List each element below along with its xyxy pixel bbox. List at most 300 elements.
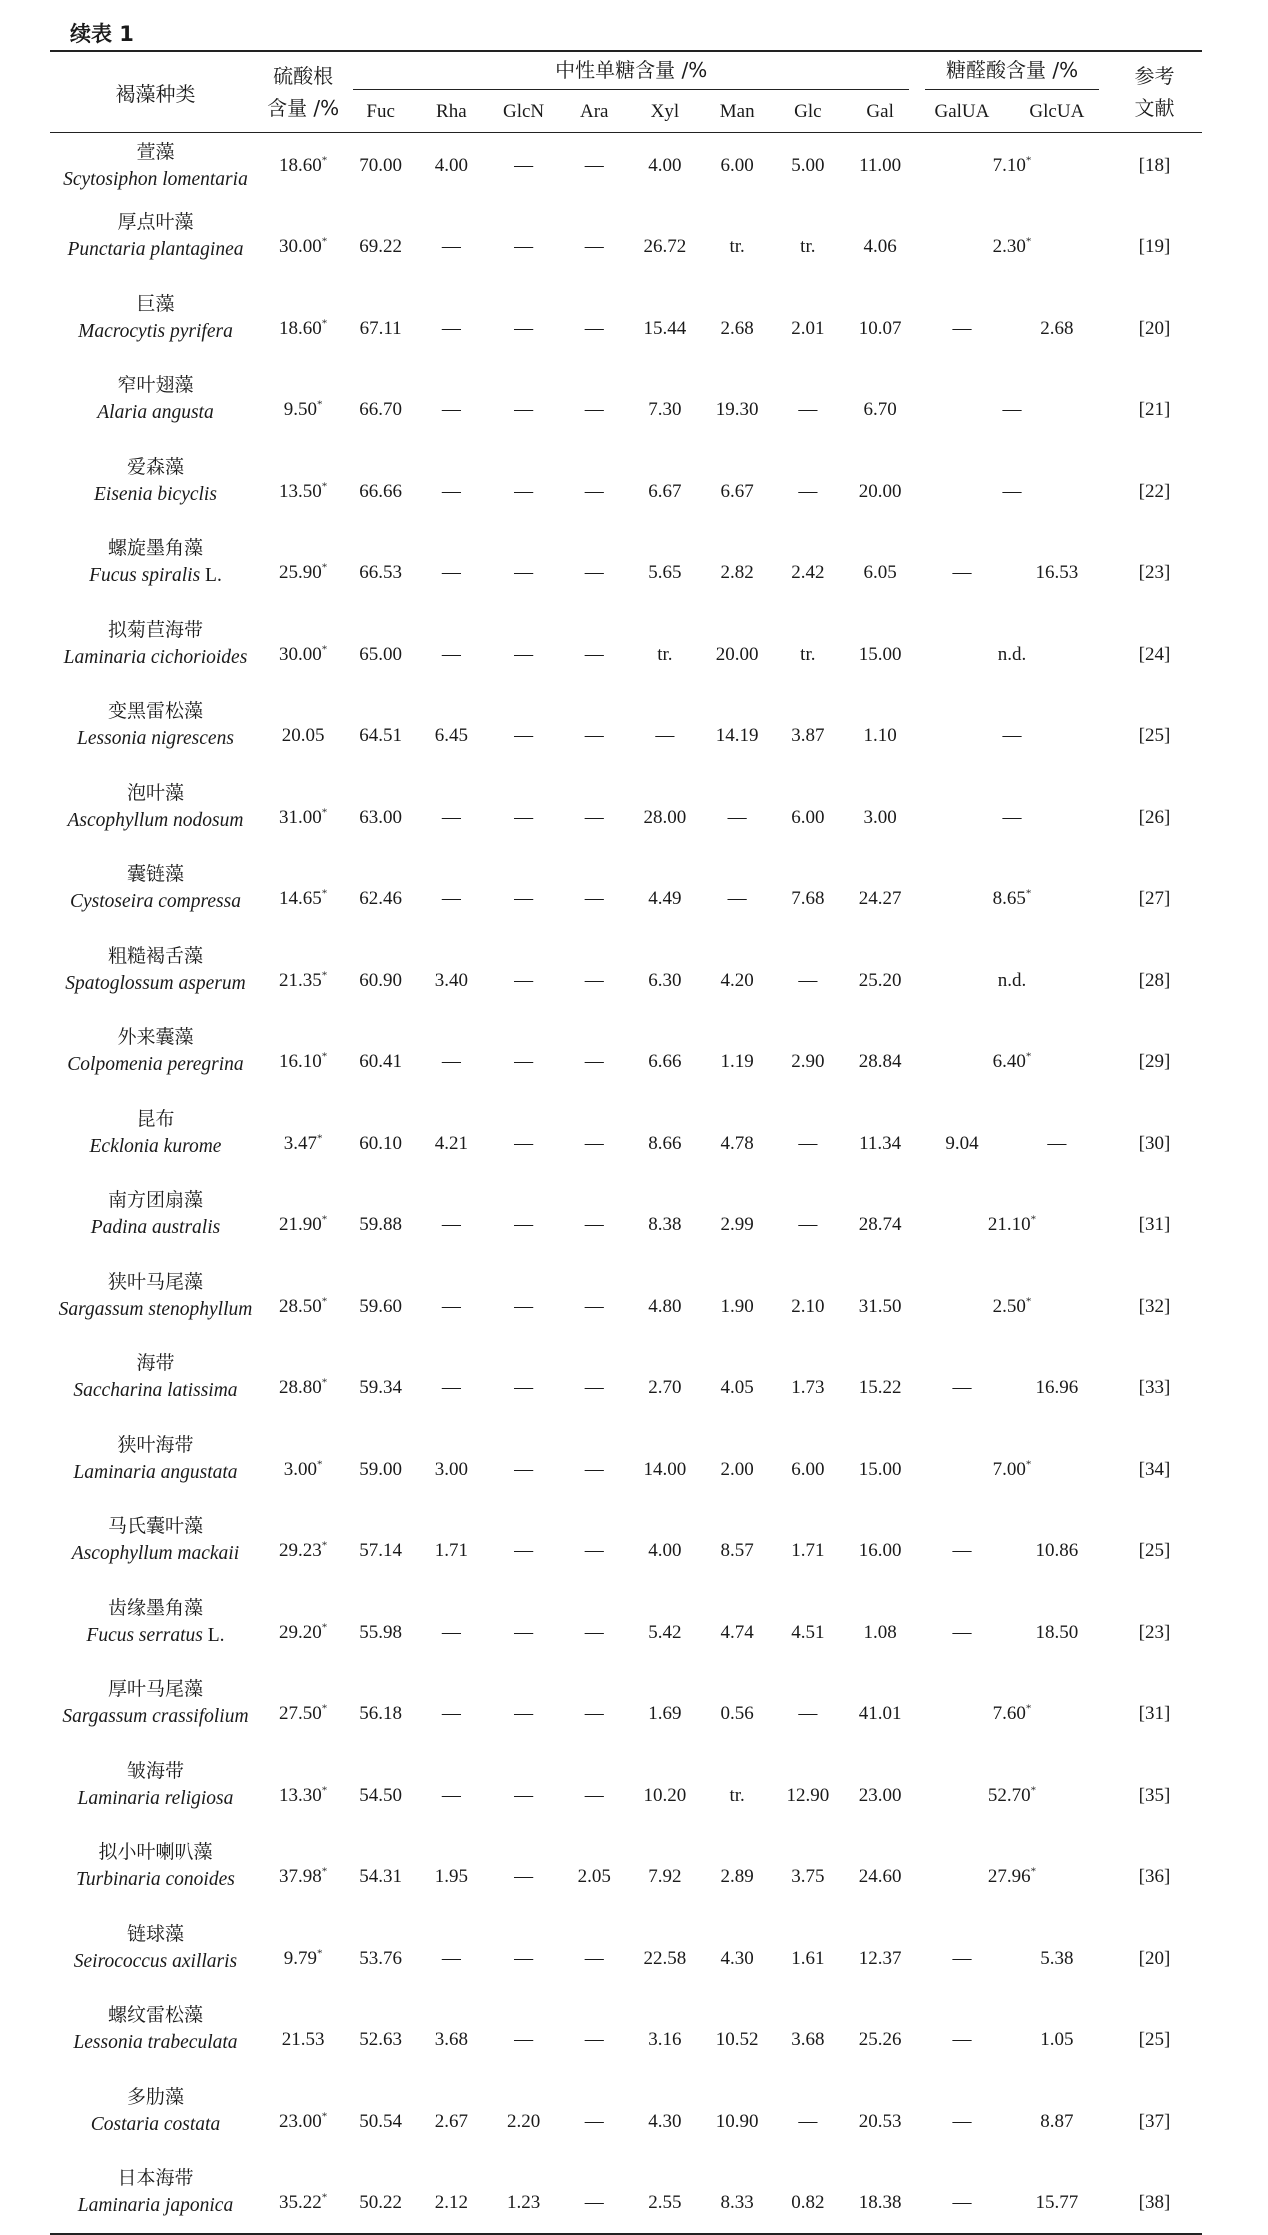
species-latin-name: Costaria costata <box>90 2113 221 2135</box>
footnote-mark: * <box>1025 1050 1032 1063</box>
rha-cell: — <box>441 1214 461 1236</box>
sulfate-cell: 29.23* <box>279 1539 328 1562</box>
table-row <box>50 522 1202 604</box>
table-row <box>50 1744 1202 1826</box>
uronic-acid-cell: 27.96* <box>987 1865 1037 1888</box>
footnote-mark: * <box>1030 1865 1037 1878</box>
gal-cell: 16.00 <box>858 1540 902 1562</box>
glcn-cell: — <box>514 236 534 258</box>
header-sulfate: 硫酸根 含量 /% <box>261 51 345 133</box>
sulfate-cell: 9.50* <box>283 398 323 421</box>
footnote-mark: * <box>321 480 328 493</box>
glcn-cell: — <box>514 1458 534 1480</box>
ara-cell: — <box>584 1621 604 1643</box>
species-cell <box>50 929 261 1011</box>
ara-cell: — <box>584 969 604 991</box>
glc-cell: 1.71 <box>791 1540 825 1562</box>
footnote-mark: * <box>1025 1295 1032 1308</box>
xyl-cell: 8.66 <box>648 1132 682 1154</box>
species-cell <box>50 1337 261 1419</box>
species-cell <box>50 2152 261 2235</box>
species-chinese-name: 巨藻 <box>136 292 175 315</box>
rha-cell: 6.45 <box>434 725 468 747</box>
man-cell: 1.19 <box>720 1051 754 1073</box>
species-latin-name: Lessonia trabeculata <box>73 2032 238 2054</box>
rha-cell: — <box>441 1621 461 1643</box>
galua-cell: — <box>952 1377 972 1399</box>
species-latin-name: Punctaria plantaginea <box>67 239 244 261</box>
species-latin-name: Alaria angusta <box>97 402 214 424</box>
species-cell <box>50 766 261 848</box>
footnote-mark: * <box>321 1539 328 1552</box>
glc-cell: — <box>798 1214 818 1236</box>
species-chinese-name: 粗糙褐舌藻 <box>107 944 203 967</box>
gal-cell: 28.74 <box>858 1214 902 1236</box>
sulfate-cell: 21.90* <box>279 1213 328 1236</box>
reference-cell: [25] <box>1138 725 1171 747</box>
man-cell: 10.90 <box>715 2110 759 2132</box>
species-chinese-name: 昆布 <box>136 1107 175 1130</box>
rha-cell: 3.68 <box>434 2029 468 2051</box>
sulfate-cell: 29.20* <box>279 1621 328 1643</box>
species-cell <box>50 603 261 685</box>
table-row <box>50 1337 1202 1419</box>
rha-cell: — <box>441 1377 461 1399</box>
xyl-cell: 8.38 <box>648 1214 682 1236</box>
galua-cell: — <box>952 2110 972 2132</box>
glcn-cell: — <box>514 1540 534 1562</box>
ara-cell: — <box>584 1703 604 1725</box>
rha-cell: — <box>441 399 461 421</box>
fuc-cell: 59.34 <box>359 1377 403 1399</box>
xyl-cell: 6.67 <box>648 480 682 502</box>
ara-cell: — <box>584 1295 604 1317</box>
gal-cell: 1.10 <box>863 725 897 747</box>
species-chinese-name: 厚点叶藻 <box>117 211 194 234</box>
glc-cell: 3.75 <box>791 1866 825 1888</box>
species-chinese-name: 囊链藻 <box>126 863 184 886</box>
sulfate-cell: 18.60* <box>279 154 328 176</box>
man-cell: 19.30 <box>715 399 759 421</box>
gal-cell: 4.06 <box>863 236 897 258</box>
ara-cell: — <box>584 236 604 258</box>
header-gal: Gal <box>843 92 917 133</box>
species-cell <box>50 522 261 604</box>
glcn-cell: 2.20 <box>506 2110 541 2132</box>
uronic-acid-cell: — <box>1002 480 1022 502</box>
gal-cell: 24.27 <box>858 888 902 910</box>
species-latin-name: Colpomenia peregrina <box>67 1054 244 1076</box>
fuc-cell: 50.22 <box>359 2192 403 2214</box>
glcn-cell: — <box>514 888 534 910</box>
footnote-mark: * <box>317 1458 323 1471</box>
glcn-cell: — <box>514 317 534 339</box>
man-cell: 10.52 <box>715 2029 759 2051</box>
glcn-cell: — <box>514 1214 534 1236</box>
species-cell <box>50 1011 261 1093</box>
species-chinese-name: 拟菊苣海带 <box>107 618 203 641</box>
species-latin-name: Saccharina latissima <box>73 1380 238 1402</box>
species-chinese-name: 泡叶藻 <box>126 781 184 804</box>
species-cell <box>50 848 261 930</box>
footnote-mark: * <box>321 235 328 248</box>
sulfate-cell: 21.35* <box>279 969 328 991</box>
glc-cell: 2.90 <box>791 1051 825 1073</box>
fuc-cell: 53.76 <box>359 1947 403 1969</box>
ara-cell: — <box>584 1132 604 1154</box>
glc-cell: 6.00 <box>791 806 825 828</box>
reference-cell: [19] <box>1138 236 1171 258</box>
fuc-cell: 52.63 <box>359 2029 403 2051</box>
species-cell <box>50 1092 261 1174</box>
ara-cell: — <box>584 2192 604 2214</box>
glc-cell: 4.51 <box>791 1621 825 1643</box>
species-cell <box>50 1500 261 1582</box>
species-chinese-name: 爱森藻 <box>126 455 184 478</box>
sulfate-cell: 16.10* <box>279 1050 328 1073</box>
footnote-mark: * <box>321 1865 328 1878</box>
glc-cell: tr. <box>800 236 816 258</box>
uronic-acid-cell: — <box>1002 399 1022 421</box>
man-cell: — <box>727 806 747 828</box>
glcn-cell: — <box>514 1132 534 1154</box>
reference-cell: [37] <box>1138 2110 1171 2132</box>
uronic-acid-cell: — <box>1002 806 1022 828</box>
man-cell: tr. <box>729 1784 745 1806</box>
footnote-mark: * <box>321 806 328 819</box>
table-row <box>50 196 1202 278</box>
man-cell: 1.90 <box>720 1295 754 1317</box>
header-neutral-sugars: 中性单糖含量 /% <box>345 51 917 92</box>
rha-cell: 3.00 <box>434 1458 468 1480</box>
fuc-cell: 56.18 <box>359 1703 403 1725</box>
glcn-cell: 1.23 <box>506 2192 541 2214</box>
xyl-cell: 4.00 <box>648 154 682 176</box>
table-row <box>50 1174 1202 1256</box>
man-cell: 2.68 <box>720 317 754 339</box>
species-cell <box>50 1581 261 1663</box>
species-latin-name: Sargassum crassifolium <box>62 1706 249 1728</box>
ara-cell: — <box>584 1540 604 1562</box>
table-row <box>50 1826 1202 1908</box>
xyl-cell: 4.00 <box>648 1540 682 1562</box>
uronic-acid-cell: 21.10* <box>987 1213 1037 1236</box>
sulfate-cell: 3.00* <box>283 1458 323 1480</box>
fuc-cell: 60.90 <box>359 969 403 991</box>
gal-cell: 11.00 <box>859 154 902 176</box>
uronic-acid-cell: 52.70* <box>987 1784 1037 1806</box>
glcua-cell: 1.05 <box>1040 2029 1074 2051</box>
reference-cell: [31] <box>1138 1703 1171 1725</box>
species-cell <box>50 133 261 196</box>
species-cell <box>50 277 261 359</box>
footnote-mark: * <box>1025 887 1032 900</box>
rha-cell: — <box>441 806 461 828</box>
rha-cell: — <box>441 562 461 584</box>
xyl-cell: 5.65 <box>648 562 682 584</box>
fuc-cell: 64.51 <box>359 725 403 747</box>
glc-cell: 2.42 <box>791 562 825 584</box>
glc-cell: — <box>798 969 818 991</box>
gal-cell: 15.22 <box>858 1377 902 1399</box>
species-chinese-name: 变黑雷松藻 <box>107 700 203 723</box>
fuc-cell: 57.14 <box>359 1540 403 1562</box>
footnote-mark: * <box>1025 154 1032 167</box>
man-cell: 2.00 <box>720 1458 754 1480</box>
ara-cell: — <box>584 1784 604 1806</box>
glc-cell: tr. <box>800 643 816 665</box>
uronic-acid-cell: n.d. <box>997 969 1027 991</box>
footnote-mark: * <box>321 643 328 656</box>
species-latin-name: Laminaria religiosa <box>77 1787 234 1809</box>
fuc-cell: 66.53 <box>359 562 403 584</box>
rha-cell: 4.00 <box>434 154 468 176</box>
glcua-cell: 2.68 <box>1040 317 1074 339</box>
reference-cell: [34] <box>1138 1458 1171 1480</box>
species-chinese-name: 狭叶海带 <box>117 1433 194 1456</box>
glc-cell: 1.73 <box>791 1377 825 1399</box>
table-row <box>50 1907 1202 1989</box>
sulfate-cell: 18.60* <box>279 317 328 339</box>
uronic-acid-cell: 2.50* <box>992 1295 1032 1317</box>
xyl-cell: 26.72 <box>643 236 687 258</box>
species-chinese-name: 拟小叶喇叭藻 <box>98 1841 213 1864</box>
header-glc: Glc <box>773 92 844 133</box>
ara-cell: — <box>584 154 604 176</box>
rha-cell: — <box>441 317 461 339</box>
header-man: Man <box>702 92 773 133</box>
header-glcua: GlcUA <box>1007 92 1107 133</box>
reference-cell: [21] <box>1138 399 1171 421</box>
uronic-acid-cell: 7.10* <box>992 154 1032 176</box>
species-latin-name: Ascophyllum mackaii <box>71 1543 240 1565</box>
table-body <box>50 133 1202 2235</box>
man-cell: 14.19 <box>715 725 759 747</box>
rha-cell: — <box>441 236 461 258</box>
reference-cell: [32] <box>1138 1295 1171 1317</box>
glc-cell: 5.00 <box>791 154 825 176</box>
table-row <box>50 440 1202 522</box>
sulfate-cell: 35.22* <box>279 2191 328 2214</box>
ara-cell: — <box>584 643 604 665</box>
sulfate-cell: 27.50* <box>279 1702 328 1725</box>
ara-cell: — <box>584 480 604 502</box>
footnote-mark: * <box>321 561 328 574</box>
ara-cell: — <box>584 2110 604 2132</box>
table-row <box>50 1011 1202 1093</box>
footnote-mark: * <box>321 1702 328 1715</box>
xyl-cell: 4.49 <box>648 888 682 910</box>
glc-cell: 0.82 <box>791 2192 825 2214</box>
reference-cell: [27] <box>1138 888 1171 910</box>
uronic-acid-cell: 2.30* <box>992 235 1032 258</box>
xyl-cell: 3.16 <box>648 2029 682 2051</box>
table-row <box>50 1255 1202 1337</box>
sulfate-cell: 31.00* <box>279 806 328 828</box>
xyl-cell: 4.30 <box>648 2110 682 2132</box>
uronic-acid-cell: 6.40* <box>992 1050 1032 1073</box>
footnote-mark: * <box>321 1621 328 1634</box>
xyl-cell: 28.00 <box>643 806 687 828</box>
species-cell <box>50 685 261 767</box>
reference-cell: [26] <box>1138 806 1171 828</box>
table-row <box>50 1500 1202 1582</box>
glc-cell: — <box>798 399 818 421</box>
reference-cell: [25] <box>1138 1540 1171 1562</box>
species-cell <box>50 440 261 522</box>
species-cell <box>50 1744 261 1826</box>
species-chinese-name: 皱海带 <box>126 1759 184 1782</box>
gal-cell: 11.34 <box>859 1132 902 1154</box>
xyl-cell: 2.55 <box>648 2192 682 2214</box>
reference-cell: [25] <box>1138 2029 1171 2051</box>
table-row <box>50 685 1202 767</box>
man-cell: 4.20 <box>720 969 754 991</box>
species-latin-name: Seirococcus axillaris <box>73 1950 238 1972</box>
ara-cell: — <box>584 1377 604 1399</box>
rha-cell: 2.67 <box>434 2110 468 2132</box>
seaweed-composition-table <box>50 50 1202 2235</box>
table-row <box>50 133 1202 196</box>
ara-cell: — <box>584 725 604 747</box>
header-ara: Ara <box>561 92 629 133</box>
header-fuc: Fuc <box>345 92 416 133</box>
table-header <box>50 51 1202 133</box>
species-latin-name: Scytosiphon lomentaria <box>63 168 248 190</box>
glcn-cell: — <box>514 643 534 665</box>
glc-cell: 12.90 <box>786 1784 830 1806</box>
galua-cell: — <box>952 562 972 584</box>
table-row <box>50 766 1202 848</box>
reference-cell: [18] <box>1138 154 1171 176</box>
glc-cell: 3.68 <box>791 2029 825 2051</box>
glc-cell: — <box>798 480 818 502</box>
uronic-acid-cell: — <box>1002 725 1022 747</box>
species-cell <box>50 1174 261 1256</box>
xyl-cell: 4.80 <box>648 1295 682 1317</box>
rha-cell: — <box>441 1051 461 1073</box>
ara-cell: — <box>584 1947 604 1969</box>
species-latin-name: Laminaria cichorioides <box>63 646 248 668</box>
footnote-mark: * <box>317 1132 323 1145</box>
table-row <box>50 1418 1202 1500</box>
xyl-cell: 14.00 <box>643 1458 687 1480</box>
xyl-cell: 2.70 <box>648 1377 682 1399</box>
galua-cell: — <box>952 1540 972 1562</box>
table-row <box>50 2152 1202 2235</box>
ara-cell: — <box>584 1214 604 1236</box>
man-cell: 2.82 <box>720 562 754 584</box>
gal-cell: 18.38 <box>858 2192 902 2214</box>
gal-cell: 25.20 <box>858 969 902 991</box>
reference-cell: [36] <box>1138 1866 1171 1888</box>
sulfate-cell: 30.00* <box>279 235 328 258</box>
species-chinese-name: 多肋藻 <box>126 2085 184 2108</box>
sulfate-cell: 3.47* <box>283 1132 323 1154</box>
table-row <box>50 1092 1202 1174</box>
uronic-acid-cell: n.d. <box>997 643 1027 665</box>
fuc-cell: 70.00 <box>359 154 403 176</box>
footnote-mark: * <box>317 398 323 411</box>
fuc-cell: 59.88 <box>359 1214 403 1236</box>
gal-cell: 10.07 <box>858 317 902 339</box>
species-chinese-name: 窄叶翅藻 <box>117 374 194 397</box>
sulfate-cell: 9.79* <box>283 1947 323 1969</box>
reference-cell: [20] <box>1138 1947 1171 1969</box>
sulfate-cell: 37.98* <box>279 1865 328 1888</box>
table-row <box>50 1663 1202 1745</box>
gal-cell: 15.00 <box>858 643 902 665</box>
ara-cell: — <box>584 2029 604 2051</box>
species-latin-name: Spatoglossum asperum <box>65 972 246 994</box>
table-row <box>50 359 1202 441</box>
footnote-mark: * <box>321 2191 328 2204</box>
ara-cell: — <box>584 317 604 339</box>
glcn-cell: — <box>514 480 534 502</box>
man-cell: — <box>727 888 747 910</box>
rha-cell: 3.40 <box>434 969 468 991</box>
man-cell: 8.33 <box>720 2192 754 2214</box>
gal-cell: 23.00 <box>858 1784 902 1806</box>
glcua-cell: — <box>1047 1132 1067 1154</box>
galua-cell: 9.04 <box>945 1132 979 1154</box>
table-row <box>50 929 1202 1011</box>
xyl-cell: 10.20 <box>643 1784 687 1806</box>
species-latin-name: Ascophyllum nodosum <box>67 809 244 831</box>
man-cell: 6.00 <box>720 154 754 176</box>
man-cell: 4.78 <box>720 1132 754 1154</box>
species-chinese-name: 萱藻 <box>136 140 175 163</box>
reference-cell: [38] <box>1138 2192 1171 2214</box>
species-chinese-name: 狭叶马尾藻 <box>107 1270 203 1293</box>
species-cell <box>50 359 261 441</box>
fuc-cell: 59.60 <box>359 1295 403 1317</box>
rha-cell: — <box>441 1947 461 1969</box>
glcn-cell: — <box>514 2029 534 2051</box>
xyl-cell: 5.42 <box>648 1621 682 1643</box>
uronic-acid-cell: 7.60* <box>992 1702 1032 1725</box>
fuc-cell: 67.11 <box>359 317 402 339</box>
gal-cell: 6.05 <box>863 562 897 584</box>
glcn-cell: — <box>514 562 534 584</box>
rha-cell: — <box>441 480 461 502</box>
species-chinese-name: 螺纹雷松藻 <box>107 2004 203 2027</box>
gal-cell: 25.26 <box>858 2029 902 2051</box>
species-latin-name: Laminaria angustata <box>73 1461 238 1483</box>
species-cell <box>50 1989 261 2071</box>
species-latin-name: Macrocytis pyrifera <box>78 320 233 342</box>
glcn-cell: — <box>514 806 534 828</box>
glcn-cell: — <box>514 969 534 991</box>
rha-cell: 1.95 <box>434 1866 468 1888</box>
glc-cell: — <box>798 1703 818 1725</box>
reference-cell: [31] <box>1138 1214 1171 1236</box>
rha-cell: — <box>441 1703 461 1725</box>
galua-cell: — <box>952 1947 972 1969</box>
fuc-cell: 55.98 <box>359 1621 403 1643</box>
species-latin-name: Fucus spiralis L. <box>89 565 222 587</box>
gal-cell: 31.50 <box>858 1295 902 1317</box>
glcn-cell: — <box>514 1051 534 1073</box>
species-latin-name: Fucus serratus L. <box>86 1624 225 1646</box>
header-rha: Rha <box>416 92 487 133</box>
species-cell <box>50 1907 261 1989</box>
footnote-mark: * <box>1025 1702 1032 1715</box>
rha-cell: 4.21 <box>434 1132 468 1154</box>
gal-cell: 12.37 <box>858 1947 902 1969</box>
species-author: L. <box>205 565 222 587</box>
glc-cell: — <box>798 2110 818 2132</box>
